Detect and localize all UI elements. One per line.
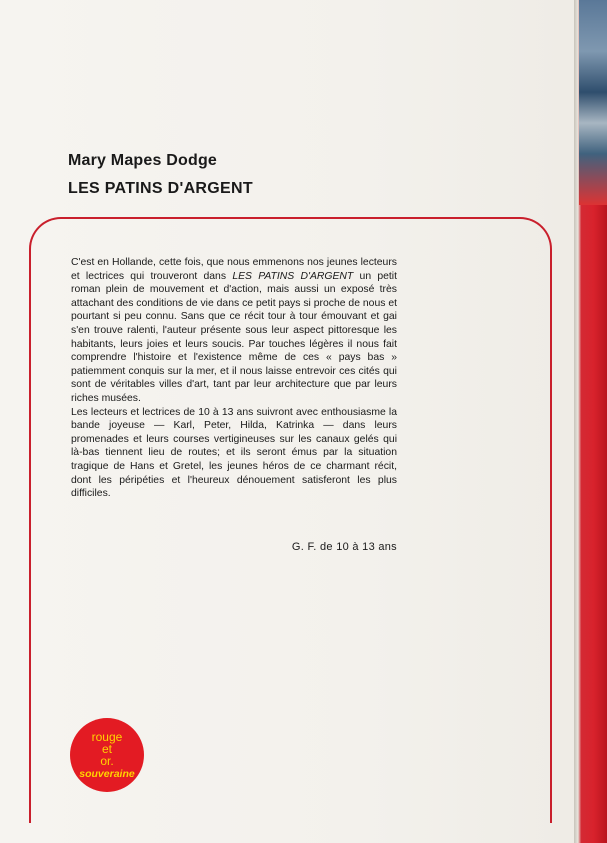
logo-line-1: rouge (91, 729, 123, 744)
blurb-p1-end: un petit roman plein de mouvement et d'action, mais aussi un exposé très attachant des conditions de vie dans ce petit pays si proche de nous et pourtant si peu connu. Sans que ce récit tour à tour émouvant et gai s'en trouve ralenti, l'auteur présente sous leur aspect pittoresque les habitants, leurs joies et leurs soucis. Par touches légères il nous fait comprendre l'histoire et l'existence même de ces « pays bas » patiemment conquis sur la mer, et il nous laisse entrevoir ces cités qui sont de véritables villes d'art, tant par leur architecture que par leurs riches musées. (71, 270, 398, 404)
blurb-p1-start: C'est en Hollande, cette fois, que nous emmenons nos jeunes lecteurs et lectrices qui trouveront dans (71, 257, 397, 282)
publisher-logo (70, 718, 144, 792)
blurb-p1-title: LES PATINS D'ARGENT (232, 270, 354, 282)
blurb-paragraph-2: Les lecteurs et lectrices de 10 à 13 ans suivront avec enthousiasme la bande joyeuse — Karl, Peter, Hilda, Katrinka — dans leurs promenades et leurs courses vertigineuses sur les canaux gelés qui là-bas tiennent lieu de routes; et ils seront émus par la situation tragique de Hans et Gretel, les jeunes héros de ce charmant récit, dont les péripéties et l'heureux dénouement satisferont les plus difficiles. (71, 406, 397, 500)
signature: G. F. de 10 à 13 ans (291, 541, 397, 553)
book-title: LES PATINS D'ARGENT (68, 180, 253, 197)
logo-line-2: et (101, 741, 112, 756)
logo-line-3: or. (100, 753, 114, 768)
spine-illustration (579, 0, 607, 205)
logo-line-4: souveraine (79, 767, 135, 780)
author-name: Mary Mapes Dodge (68, 152, 218, 169)
blurb-paragraph-1 (71, 256, 397, 406)
blurb-text (71, 256, 397, 501)
